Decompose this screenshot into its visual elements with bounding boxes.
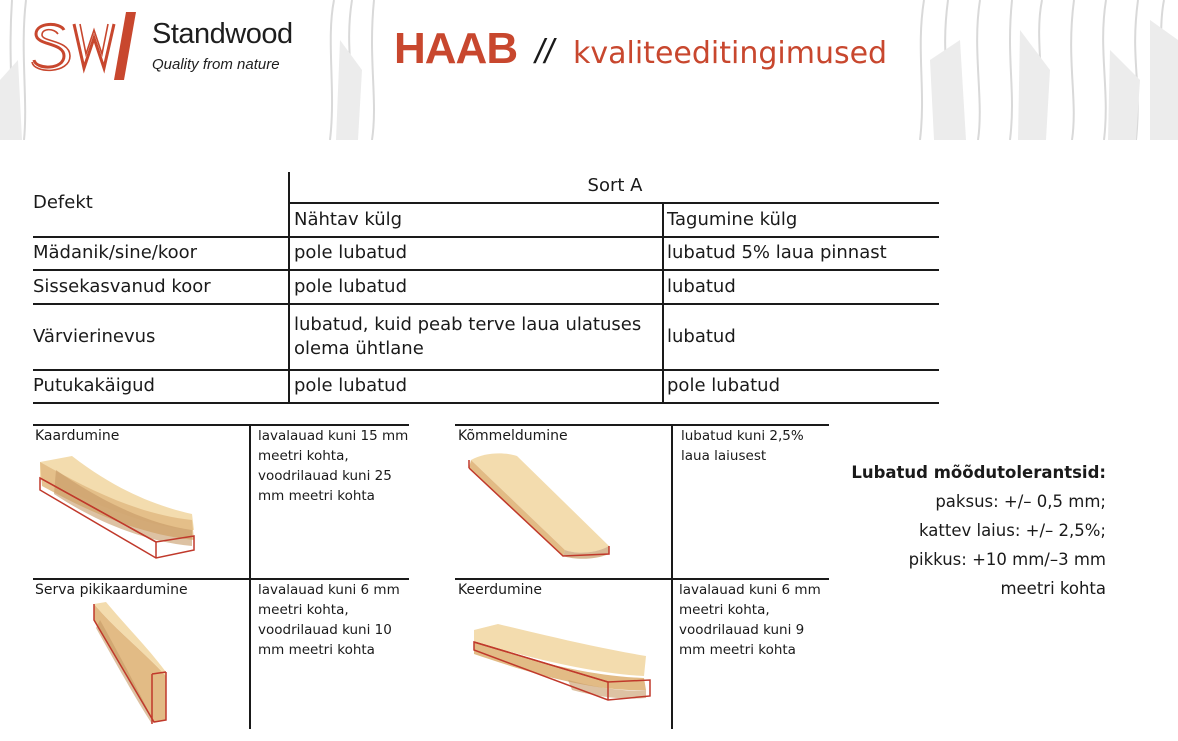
tolerance-length-unit: meetri kohta	[1000, 579, 1106, 598]
defect-description: lavalauad kuni 6 mm meetri kohta, voodrilauad kuni 9 mm meetri kohta	[679, 582, 821, 658]
visible-side-value: lubatud, kuid peab terve laua ulatuses olema ühtlane	[294, 313, 642, 359]
crook-board-icon	[86, 600, 176, 730]
tolerance-thickness: paksus: +/– 0,5 mm;	[935, 492, 1106, 511]
defect-label: Keerdumine	[458, 582, 542, 598]
tolerance-length: pikkus: +10 mm/–3 mm	[908, 550, 1106, 569]
twist-board-icon	[468, 620, 652, 706]
defect-description: lubatud kuni 2,5% laua laiusest	[681, 428, 804, 464]
cupping-board-icon	[465, 450, 615, 562]
defect-name: Mädanik/sine/koor	[33, 242, 198, 263]
tolerances-title: Lubatud mõõdutolerantsid:	[851, 463, 1106, 482]
brand-name: Standwood	[152, 18, 293, 50]
defect-description: lavalauad kuni 15 mm meetri kohta, voodrilauad kuni 25 mm meetri kohta	[258, 428, 409, 504]
defect-label: Kaardumine	[35, 428, 120, 444]
back-side-value: lubatud 5% laua pinnast	[667, 242, 887, 263]
defect-name: Putukakäigud	[33, 375, 155, 396]
defect-label: Serva pikikaardumine	[35, 582, 188, 598]
visible-side-value: pole lubatud	[294, 275, 407, 297]
page-title: HAAB	[394, 24, 518, 73]
grid-divider	[671, 425, 673, 729]
tolerance-width: kattev laius: +/– 2,5%;	[919, 521, 1106, 540]
defect-name: Sissekasvanud koor	[33, 275, 211, 297]
page-subtitle: kvaliteeditingimused	[573, 36, 888, 71]
defect-column-header: Defekt	[33, 192, 93, 213]
tolerances-panel	[850, 458, 1106, 603]
back-side-value: lubatud	[667, 325, 736, 347]
defect-label: Kõmmeldumine	[458, 428, 568, 444]
back-side-value: lubatud	[667, 275, 736, 297]
defect-description: lavalauad kuni 6 mm meetri kohta, voodrilauad kuni 10 mm meetri kohta	[258, 582, 400, 658]
visible-side-value: pole lubatud	[294, 375, 407, 396]
back-side-header: Tagumine külg	[667, 209, 798, 230]
grid-divider	[249, 425, 251, 729]
grade-header: Sort A	[587, 175, 643, 196]
visible-side-header: Nähtav külg	[294, 209, 403, 230]
brand-tagline: Quality from nature	[152, 56, 280, 73]
visible-side-value: pole lubatud	[294, 242, 407, 263]
back-side-value: pole lubatud	[667, 375, 780, 396]
bowing-board-icon	[36, 450, 200, 566]
title-separator: //	[535, 33, 554, 71]
defect-name: Värvierinevus	[33, 325, 156, 347]
